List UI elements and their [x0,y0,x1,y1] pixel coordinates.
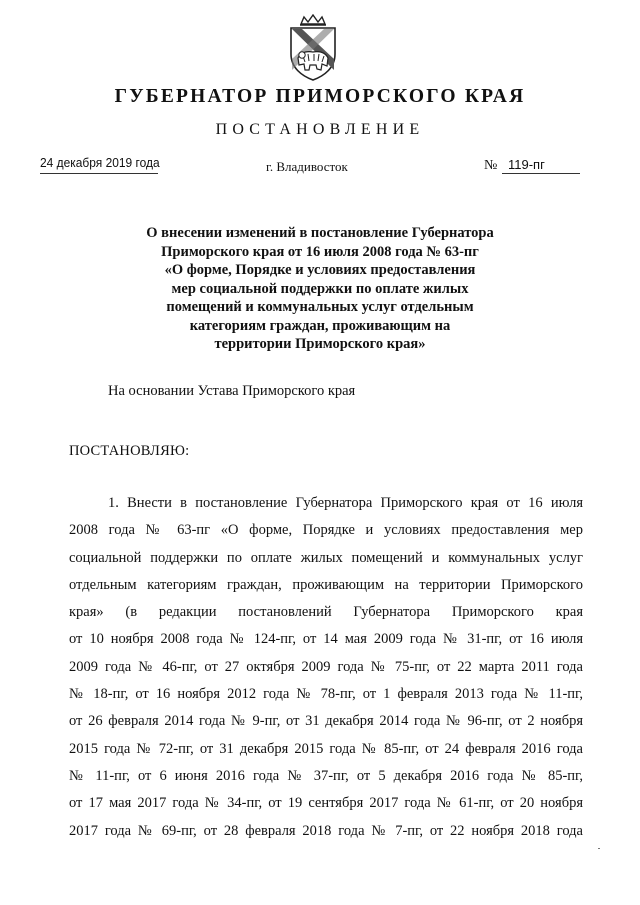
scan-mark [598,848,600,849]
resolve-text: ПОСТАНОВЛЯЮ: [69,443,190,459]
body-line: 2017 года № 69-пг, от 28 февраля 2018 года № 7-пг, от 22 ноября 2018 года [69,822,583,839]
number-label: № [484,158,498,173]
coat-of-arms-icon [287,14,339,82]
basis-text: На основании Устава Приморского края [108,383,356,399]
heading-line: мер социальной поддержки по оплате жилых [171,280,469,297]
heading-line: категориям граждан, проживающим на [189,317,451,334]
document-title: ГУБЕРНАТОР ПРИМОРСКОГО КРАЯ [114,86,526,107]
document-date: 24 декабря 2019 года [40,155,160,170]
heading-line: О внесении изменений в постановление Губернатора [146,225,494,241]
heading-line: помещений и коммунальных услуг отдельным [166,299,474,315]
body-line: № 18-пг, от 16 ноября 2012 года № 78-пг, от 1 февраля 2013 года № 11-пг, [69,686,583,703]
heading-line: территории Приморского края» [214,336,426,352]
document-number: 119-пг [508,157,545,172]
heading-line: «О форме, Порядке и условиях предоставления [164,262,476,278]
body-line: № 11-пг, от 6 июня 2016 года № 37-пг, от 5 декабря 2016 года № 85-пг, [69,767,583,784]
heading-line: Приморского края от 16 июля 2008 года № 63-пг [161,243,479,260]
document-place: г. Владивосток [266,159,348,174]
body-line: 2009 года № 46-пг, от 27 октября 2009 года № 75-пг, от 22 марта 2011 года [69,658,583,675]
body-line: от 17 мая 2017 года № 34-пг, от 19 сентября 2017 года № 61-пг, от 20 ноября [69,795,583,812]
body-line: отдельным категориям граждан, проживающим на территории Приморского [69,576,583,593]
body-paragraph [69,490,583,845]
body-line: края» (в редакции постановлений Губернатора Приморского края [69,604,583,621]
body-line: 1. Внести в постановление Губернатора Приморского края от 16 июля [108,495,583,511]
body-line: 2015 года № 72-пг, от 31 декабря 2015 года № 85-пг, от 24 февраля 2016 года [69,740,583,757]
date-underline [40,173,158,174]
number-underline [502,173,580,174]
body-line: от 10 ноября 2008 года № 124-пг, от 14 мая 2009 года № 31-пг, от 16 июля [69,631,583,648]
body-line: социальной поддержки по оплате жилых помещений и коммунальных услуг [69,549,583,566]
body-line: от 26 февраля 2014 года № 9-пг, от 31 декабря 2014 года № 96-пг, от 2 ноября [69,713,583,730]
body-line: 2008 года № 63-пг «О форме, Порядке и условиях предоставления мер [69,522,583,539]
document-heading [0,224,640,354]
document-type: ПОСТАНОВЛЕНИЕ [215,121,425,138]
